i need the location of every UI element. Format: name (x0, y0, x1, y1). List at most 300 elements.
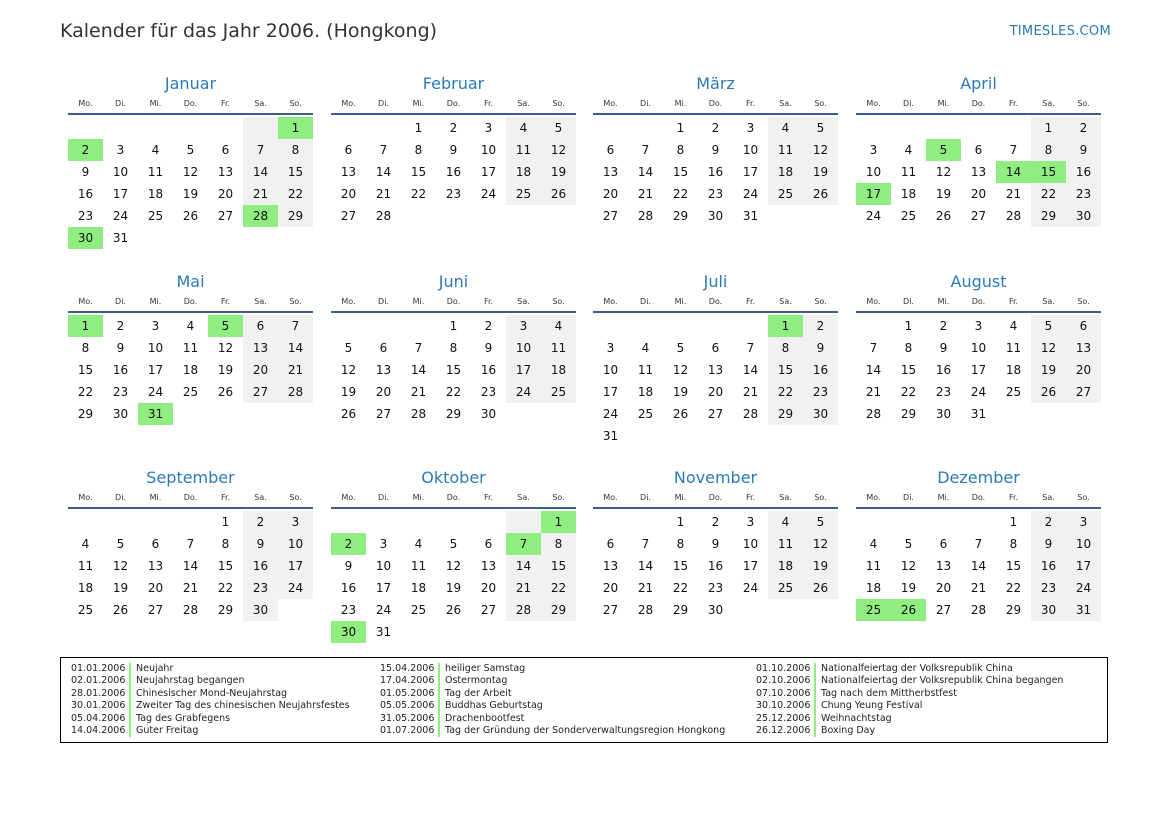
day-cell: 9 (243, 533, 278, 555)
day-cell: 26 (217, 385, 234, 399)
day-cell: 17 (742, 165, 759, 179)
day-cell: 4 (869, 537, 878, 551)
day-cell: 29 (768, 403, 803, 425)
day-cell: 6 (221, 143, 230, 157)
day-cell: 25 (147, 209, 164, 223)
day-cell: 12 (803, 139, 838, 161)
day-cell: 25 (900, 209, 917, 223)
day-cell: 19 (340, 385, 357, 399)
day-cell: 2 (484, 319, 493, 333)
holiday-legend (60, 657, 1108, 743)
day-cell: 8 (904, 341, 913, 355)
weekday-label: Di. (378, 297, 389, 306)
weekday-label: Di. (115, 297, 126, 306)
day-cell: 5 (344, 341, 353, 355)
weekday-label: Di. (640, 99, 651, 108)
empty-cell (173, 117, 208, 139)
empty-cell (961, 511, 996, 533)
empty-cell (593, 315, 628, 337)
day-cell: 4 (641, 341, 650, 355)
day-cell: 22 (445, 385, 462, 399)
weekday-label: Fr. (1008, 297, 1019, 306)
day-cell: 21 (637, 187, 654, 201)
day-cell: 8 (541, 533, 576, 555)
empty-cell (68, 511, 103, 533)
weekday-label: Do. (183, 493, 198, 502)
legend-date: 25.12.2006 (756, 713, 816, 725)
empty-cell (506, 511, 541, 533)
day-cell: 17 (602, 385, 619, 399)
day-cell: 16 (112, 363, 129, 377)
day-cell: 23 (707, 581, 724, 595)
legend-holiday-name: Tag nach dem Mittherbstfest (821, 687, 957, 699)
day-cell: 23 (112, 385, 129, 399)
day-cell: 8 (449, 341, 458, 355)
day-cell: 22 (672, 581, 689, 595)
day-cell: 6 (711, 341, 720, 355)
day-cell: 28 (1005, 209, 1022, 223)
weekday-label: Mi. (412, 493, 425, 502)
legend-date: 01.07.2006 (380, 725, 440, 737)
weekday-label: So. (1077, 99, 1090, 108)
weekday-header (593, 295, 838, 313)
day-cell: 28 (637, 209, 654, 223)
day-cell: 15 (541, 555, 576, 577)
legend-item (756, 700, 1063, 712)
day-cell: 7 (974, 537, 983, 551)
holiday-day-cell: 1 (541, 511, 576, 533)
day-cell: 17 (112, 187, 129, 201)
day-cell: 3 (506, 315, 541, 337)
day-cell: 6 (344, 143, 353, 157)
empty-cell (138, 117, 173, 139)
legend-item (71, 725, 350, 737)
day-cell: 16 (1031, 555, 1066, 577)
weekday-label: Di. (378, 99, 389, 108)
day-cell: 17 (147, 363, 164, 377)
day-cell: 30 (243, 599, 278, 621)
day-cell: 27 (602, 209, 619, 223)
day-cell: 10 (506, 337, 541, 359)
day-cell: 3 (974, 319, 983, 333)
day-cell: 15 (217, 559, 234, 573)
day-cell: 15 (410, 165, 427, 179)
day-cell: 13 (1066, 337, 1101, 359)
month-februar (331, 73, 576, 227)
weekday-header (593, 97, 838, 115)
day-cell: 27 (147, 603, 164, 617)
day-cell: 4 (768, 511, 803, 533)
holiday-day-cell: 17 (856, 183, 891, 205)
weekday-label: Mo. (341, 297, 356, 306)
legend-item (380, 713, 725, 725)
day-cell: 10 (1066, 533, 1101, 555)
day-cell: 24 (147, 385, 164, 399)
day-cell: 19 (803, 161, 838, 183)
day-cell: 16 (445, 165, 462, 179)
legend-holiday-name: Neujahr (136, 663, 174, 674)
day-cell: 16 (243, 555, 278, 577)
day-cell: 24 (742, 187, 759, 201)
day-cell: 24 (506, 381, 541, 403)
day-cell: 5 (676, 341, 685, 355)
empty-cell (926, 117, 961, 139)
holiday-day-cell: 1 (68, 315, 103, 337)
month-juni (331, 271, 576, 425)
day-cell: 28 (637, 603, 654, 617)
day-cell: 21 (970, 581, 987, 595)
day-cell: 3 (746, 121, 755, 135)
day-cell: 29 (77, 407, 94, 421)
legend-date: 31.05.2006 (380, 713, 440, 725)
legend-date: 30.01.2006 (71, 700, 131, 712)
month-name: Juli (703, 272, 728, 291)
day-cell: 8 (278, 139, 313, 161)
day-cell: 6 (484, 537, 493, 551)
day-cell: 16 (77, 187, 94, 201)
weekday-label: Mi. (937, 99, 950, 108)
holiday-day-cell: 31 (138, 403, 173, 425)
day-cell: 18 (506, 161, 541, 183)
day-cell: 7 (746, 341, 755, 355)
day-cell: 9 (484, 341, 493, 355)
day-cell: 4 (904, 143, 913, 157)
empty-cell (243, 117, 278, 139)
day-cell: 25 (77, 603, 94, 617)
day-cell: 24 (1066, 577, 1101, 599)
weekday-header (856, 491, 1101, 509)
day-cell: 12 (900, 559, 917, 573)
month-november (593, 467, 838, 621)
day-grid (68, 511, 313, 621)
holiday-day-cell: 2 (331, 533, 366, 555)
holiday-day-cell: 28 (243, 205, 278, 227)
holiday-day-cell: 14 (996, 161, 1031, 183)
day-cell: 2 (116, 319, 125, 333)
weekday-label: Fr. (220, 297, 231, 306)
day-cell: 15 (900, 363, 917, 377)
weekday-label: Do. (183, 99, 198, 108)
empty-cell (593, 117, 628, 139)
weekday-label: Mo. (78, 297, 93, 306)
weekday-label: So. (1077, 493, 1090, 502)
day-cell: 29 (541, 599, 576, 621)
day-cell: 26 (672, 407, 689, 421)
day-cell: 18 (900, 187, 917, 201)
day-cell: 23 (707, 187, 724, 201)
day-cell: 5 (904, 537, 913, 551)
day-cell: 29 (1031, 205, 1066, 227)
weekday-label: Do. (446, 99, 461, 108)
day-cell: 24 (865, 209, 882, 223)
day-cell: 20 (340, 187, 357, 201)
day-cell: 14 (410, 363, 427, 377)
weekday-label: Sa. (254, 493, 267, 502)
day-cell: 22 (410, 187, 427, 201)
empty-cell (208, 117, 243, 139)
day-cell: 11 (865, 559, 882, 573)
legend-date: 02.10.2006 (756, 675, 816, 687)
day-cell: 19 (900, 581, 917, 595)
day-cell: 15 (278, 161, 313, 183)
day-cell: 19 (935, 187, 952, 201)
day-cell: 14 (243, 161, 278, 183)
day-cell: 13 (935, 559, 952, 573)
day-cell: 19 (445, 581, 462, 595)
day-cell: 7 (641, 537, 650, 551)
legend-holiday-name: heiliger Samstag (445, 663, 526, 674)
day-cell: 26 (803, 577, 838, 599)
page-title: Kalender für das Jahr 2006. (Hongkong) (60, 20, 438, 42)
day-grid (856, 511, 1101, 621)
day-cell: 23 (935, 385, 952, 399)
legend-holiday-name: Zweiter Tag des chinesischen Neujahrsfestes (136, 700, 350, 712)
empty-cell (366, 511, 401, 533)
weekday-label: Mi. (149, 297, 162, 306)
month-name: Oktober (421, 468, 486, 487)
day-cell: 17 (970, 363, 987, 377)
legend-column (71, 663, 350, 737)
day-cell: 6 (606, 537, 615, 551)
day-cell: 31 (375, 625, 392, 639)
empty-cell (628, 117, 663, 139)
day-cell: 12 (541, 139, 576, 161)
day-cell: 25 (506, 183, 541, 205)
empty-cell (103, 511, 138, 533)
day-cell: 3 (606, 341, 615, 355)
day-cell: 22 (768, 381, 803, 403)
day-cell: 25 (768, 577, 803, 599)
day-cell: 3 (869, 143, 878, 157)
empty-cell (926, 511, 961, 533)
day-cell: 20 (243, 359, 278, 381)
holiday-day-cell: 5 (926, 139, 961, 161)
day-cell: 9 (711, 537, 720, 551)
day-cell: 21 (243, 183, 278, 205)
weekday-label: Mi. (149, 99, 162, 108)
month-oktober (331, 467, 576, 643)
holiday-day-cell: 1 (278, 117, 313, 139)
weekday-label: Fr. (220, 493, 231, 502)
weekday-label: Fr. (745, 297, 756, 306)
day-cell: 28 (182, 603, 199, 617)
weekday-label: Sa. (517, 493, 530, 502)
legend-holiday-name: Nationalfeiertag der Volksrepublik China (821, 663, 1013, 674)
month-april (856, 73, 1101, 227)
weekday-label: Fr. (483, 297, 494, 306)
weekday-header (856, 295, 1101, 313)
day-cell: 14 (865, 363, 882, 377)
weekday-label: So. (552, 297, 565, 306)
weekday-label: Di. (115, 99, 126, 108)
day-cell: 19 (541, 161, 576, 183)
day-cell: 10 (147, 341, 164, 355)
empty-cell (996, 117, 1031, 139)
legend-holiday-name: Boxing Day (821, 725, 876, 737)
weekday-label: Di. (903, 493, 914, 502)
day-cell: 5 (449, 537, 458, 551)
empty-cell (471, 511, 506, 533)
day-cell: 14 (637, 559, 654, 573)
day-cell: 20 (375, 385, 392, 399)
day-cell: 17 (278, 555, 313, 577)
legend-item (71, 713, 350, 725)
day-cell: 31 (112, 231, 129, 245)
day-cell: 6 (606, 143, 615, 157)
day-cell: 13 (602, 559, 619, 573)
day-cell: 12 (672, 363, 689, 377)
weekday-label: Fr. (1008, 99, 1019, 108)
day-cell: 28 (865, 407, 882, 421)
weekday-label: Do. (183, 297, 198, 306)
legend-item (756, 663, 1063, 675)
month-september (68, 467, 313, 621)
holiday-day-cell: 5 (208, 315, 243, 337)
empty-cell (331, 315, 366, 337)
day-cell: 31 (602, 429, 619, 443)
weekday-label: Mo. (341, 99, 356, 108)
day-cell: 11 (541, 337, 576, 359)
day-cell: 27 (217, 209, 234, 223)
weekday-label: Do. (446, 493, 461, 502)
day-cell: 7 (641, 143, 650, 157)
weekday-header (68, 295, 313, 313)
day-cell: 28 (506, 599, 541, 621)
day-grid (331, 511, 576, 643)
day-cell: 22 (1005, 581, 1022, 595)
empty-cell (891, 117, 926, 139)
day-cell: 12 (340, 363, 357, 377)
day-cell: 28 (410, 407, 427, 421)
day-cell: 27 (1066, 381, 1101, 403)
day-cell: 26 (1031, 381, 1066, 403)
day-cell: 23 (480, 385, 497, 399)
day-cell: 9 (344, 559, 353, 573)
day-cell: 10 (865, 165, 882, 179)
brand-link[interactable]: TIMESLES.COM (1009, 24, 1111, 39)
day-cell: 23 (77, 209, 94, 223)
weekday-label: Mi. (674, 493, 687, 502)
day-cell: 5 (1031, 315, 1066, 337)
legend-item (71, 663, 350, 675)
legend-date: 05.05.2006 (380, 700, 440, 712)
day-cell: 9 (1031, 533, 1066, 555)
empty-cell (628, 511, 663, 533)
weekday-label: Do. (708, 99, 723, 108)
day-cell: 26 (112, 603, 129, 617)
weekday-label: So. (814, 297, 827, 306)
day-cell: 5 (541, 117, 576, 139)
day-cell: 10 (112, 165, 129, 179)
month-märz (593, 73, 838, 227)
day-cell: 2 (711, 121, 720, 135)
day-cell: 6 (379, 341, 388, 355)
day-cell: 11 (147, 165, 164, 179)
legend-item (756, 688, 1063, 700)
legend-item (71, 700, 350, 712)
weekday-label: Mi. (149, 493, 162, 502)
day-cell: 18 (1005, 363, 1022, 377)
weekday-label: Fr. (220, 99, 231, 108)
day-cell: 30 (480, 407, 497, 421)
month-mai (68, 271, 313, 425)
day-cell: 21 (182, 581, 199, 595)
day-cell: 3 (1066, 511, 1101, 533)
empty-cell (593, 511, 628, 533)
day-cell: 19 (803, 555, 838, 577)
day-cell: 26 (935, 209, 952, 223)
day-cell: 12 (182, 165, 199, 179)
empty-cell (856, 117, 891, 139)
day-cell: 3 (746, 515, 755, 529)
day-cell: 16 (935, 363, 952, 377)
day-cell: 18 (182, 363, 199, 377)
day-cell: 31 (742, 209, 759, 223)
day-cell: 19 (1031, 359, 1066, 381)
month-name: Dezember (937, 468, 1020, 487)
weekday-label: Mo. (866, 297, 881, 306)
day-cell: 22 (217, 581, 234, 595)
weekday-label: Mo. (78, 99, 93, 108)
day-cell: 25 (410, 603, 427, 617)
weekday-header (331, 491, 576, 509)
day-cell: 10 (278, 533, 313, 555)
day-cell: 19 (672, 385, 689, 399)
day-cell: 7 (186, 537, 195, 551)
weekday-label: Do. (708, 493, 723, 502)
day-cell: 9 (939, 341, 948, 355)
day-cell: 7 (243, 139, 278, 161)
day-cell: 13 (480, 559, 497, 573)
weekday-label: Sa. (254, 297, 267, 306)
empty-cell (436, 511, 471, 533)
holiday-day-cell: 25 (856, 599, 891, 621)
weekday-label: Fr. (745, 99, 756, 108)
weekday-label: Di. (903, 99, 914, 108)
day-cell: 12 (112, 559, 129, 573)
day-cell: 2 (939, 319, 948, 333)
day-cell: 20 (602, 581, 619, 595)
day-cell: 13 (217, 165, 234, 179)
day-cell: 28 (970, 603, 987, 617)
weekday-label: So. (814, 99, 827, 108)
day-cell: 11 (77, 559, 94, 573)
day-cell: 1 (676, 121, 685, 135)
day-cell: 2 (243, 511, 278, 533)
day-cell: 13 (707, 363, 724, 377)
day-grid (593, 117, 838, 227)
legend-holiday-name: Buddhas Geburtstag (445, 700, 543, 712)
day-cell: 27 (970, 209, 987, 223)
empty-cell (856, 315, 891, 337)
day-cell: 27 (480, 603, 497, 617)
empty-cell (733, 315, 768, 337)
legend-holiday-name: Weihnachtstag (821, 712, 892, 724)
weekday-header (331, 295, 576, 313)
weekday-label: So. (289, 297, 302, 306)
holiday-day-cell: 30 (68, 227, 103, 249)
day-cell: 13 (243, 337, 278, 359)
day-grid (856, 315, 1101, 425)
day-cell: 1 (904, 319, 913, 333)
day-cell: 11 (637, 363, 654, 377)
month-name: November (673, 468, 758, 487)
day-cell: 10 (480, 143, 497, 157)
holiday-day-cell: 7 (506, 533, 541, 555)
day-cell: 7 (379, 143, 388, 157)
day-cell: 12 (935, 165, 952, 179)
legend-holiday-name: Tag der Gründung der Sonderverwaltungsregion Hongkong (445, 725, 726, 737)
